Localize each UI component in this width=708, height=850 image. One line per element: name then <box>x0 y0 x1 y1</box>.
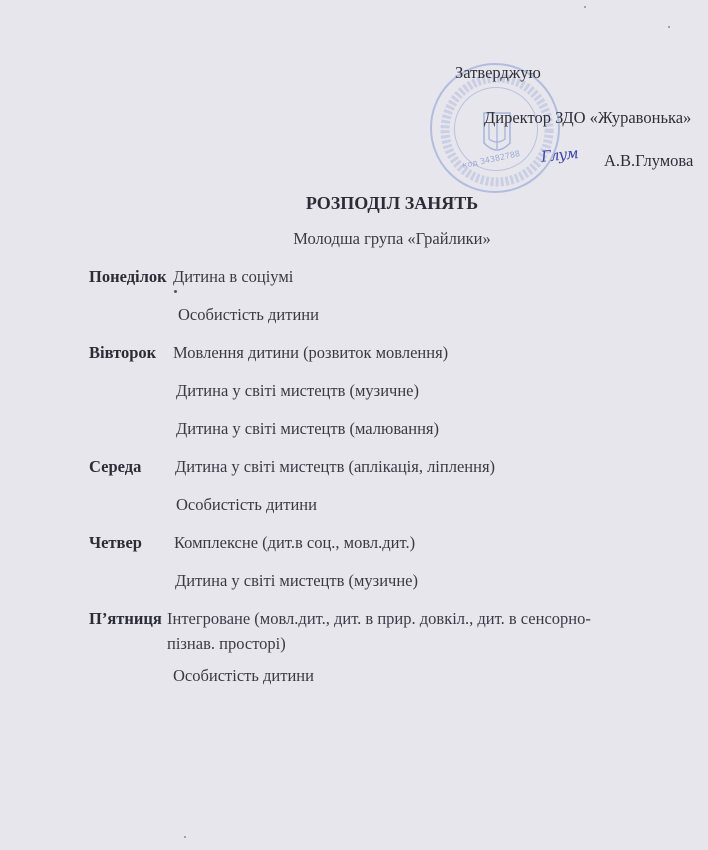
group-subtitle: Молодша група «Грайлики» <box>293 229 491 248</box>
approve-label: Затверджую <box>455 63 541 82</box>
director-position: Директор ЗДО «Журавонька» <box>484 108 692 127</box>
scan-speck <box>584 6 586 8</box>
day-tuesday: Вівторок <box>89 343 157 362</box>
lesson-item: Дитина в соціумі <box>173 267 294 286</box>
lesson-item: Дитина у світі мистецтв (малювання) <box>176 419 439 438</box>
lesson-item: Дитина у світі мистецтв (музичне) <box>175 571 418 590</box>
lesson-item: Особистість дитини <box>176 495 317 514</box>
day-friday: П’ятниця <box>89 609 162 628</box>
scan-speck <box>184 836 186 838</box>
signature: Глум <box>540 144 579 166</box>
lesson-item: Особистість дитини <box>178 305 319 324</box>
lesson-item: Комплексне (дит.в соц., мовл.дит.) <box>174 533 416 552</box>
day-thursday: Четвер <box>89 533 142 552</box>
scan-speck <box>668 26 670 28</box>
stamp-code: код 34382788 <box>461 149 521 170</box>
lesson-item: Особистість дитини <box>173 666 314 685</box>
speck <box>174 290 177 293</box>
lesson-item-continued: пізнав. просторі) <box>167 634 286 653</box>
lesson-item: Мовлення дитини (розвиток мовлення) <box>173 343 449 362</box>
lesson-item: Дитина у світі мистецтв (аплікація, ліплення) <box>175 457 496 476</box>
trident-emblem-icon <box>432 65 562 195</box>
day-wednesday: Середа <box>89 457 142 476</box>
day-monday: Понеділок <box>89 267 167 286</box>
director-name: А.В.Глумова <box>604 151 694 170</box>
page-title: РОЗПОДІЛ ЗАНЯТЬ <box>305 193 479 213</box>
lesson-item: Дитина у світі мистецтв (музичне) <box>176 381 419 400</box>
lesson-item: Інтегроване (мовл.дит., дит. в прир. довкіл., дит. в сенсорно- <box>167 609 591 628</box>
